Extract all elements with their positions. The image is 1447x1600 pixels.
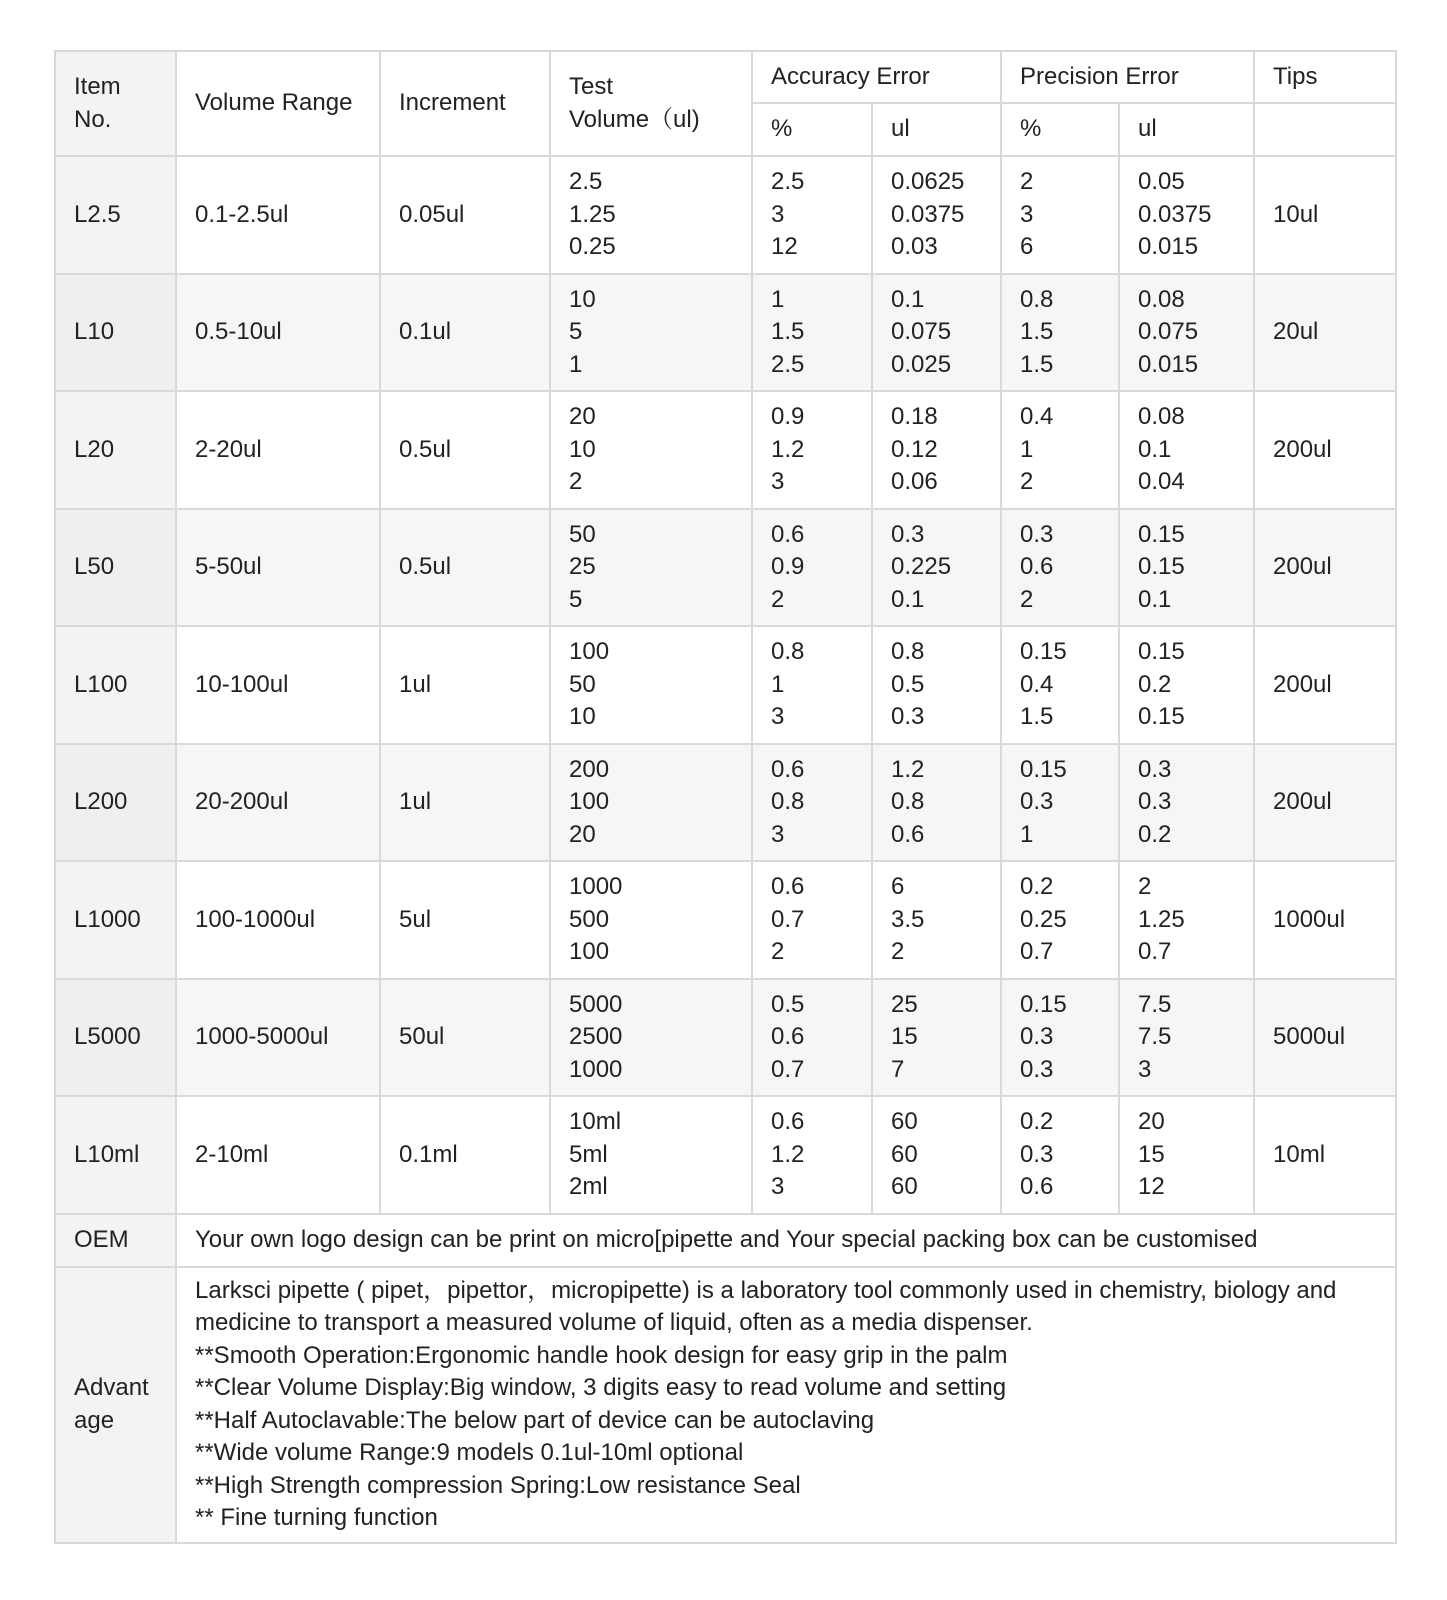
cell-value: 0.3: [1020, 1140, 1054, 1168]
cell-value: 2: [771, 585, 785, 613]
cell-value: 0.15: [1138, 553, 1185, 580]
cell-value: 0.8: [771, 638, 805, 665]
table-row: [55, 979, 1396, 1097]
cell-value: 2: [771, 938, 785, 965]
volume-range-cell: 2-10ml: [176, 1096, 380, 1214]
cell-value: 0.3: [1020, 1055, 1054, 1083]
cell-value: 0.2: [1138, 670, 1172, 698]
increment-cell: 1ul: [380, 744, 550, 862]
item-no-cell: L100: [55, 626, 176, 744]
cell-value: 0.6: [771, 1108, 805, 1135]
table-row: [55, 626, 1396, 744]
cell-value: 0.8: [771, 788, 805, 815]
pipette-spec-table: [54, 50, 1397, 1544]
cell-value: 3: [771, 1173, 785, 1200]
accuracy-ul-cell: [872, 979, 1001, 1097]
accuracy-percent-cell: [752, 156, 872, 274]
cell-value: 0.08: [1138, 285, 1185, 313]
table-row: [55, 509, 1396, 627]
cell-value: 0.6: [771, 755, 805, 783]
header-precision-error: Precision Error: [1001, 51, 1254, 103]
accuracy-percent-cell: [752, 979, 872, 1097]
tips-cell: 200ul: [1254, 391, 1396, 509]
test-volume-cell: [550, 861, 752, 979]
cell-value: 0.6: [1020, 1173, 1054, 1200]
cell-value: 3: [771, 200, 785, 228]
volume-range-cell: 10-100ul: [176, 626, 380, 744]
cell-value: 100: [569, 938, 610, 965]
cell-value: 6: [1020, 233, 1034, 260]
cell-value: 7.5: [1138, 1023, 1172, 1050]
cell-value: 7.5: [1138, 990, 1172, 1018]
cell-value: 5ml: [569, 1140, 608, 1168]
subheader-tips-empty: [1254, 103, 1396, 156]
advantage-text: [176, 1267, 1396, 1543]
advantage-row: [55, 1267, 1396, 1543]
cell-value: 0.6: [1020, 553, 1054, 580]
item-no-cell: L1000: [55, 861, 176, 979]
precision-ul-cell: [1119, 509, 1254, 627]
increment-cell: 0.5ul: [380, 391, 550, 509]
cell-value: 0.15: [1138, 638, 1185, 665]
cell-value: 0.05: [1138, 168, 1185, 195]
cell-value: 0.7: [771, 905, 805, 933]
cell-value: 0.0375: [891, 200, 965, 228]
cell-value: 0.5: [891, 670, 925, 698]
volume-range-cell: 2-20ul: [176, 391, 380, 509]
cell-value: 0.15: [1020, 990, 1067, 1018]
cell-value: 2.5: [771, 168, 805, 195]
precision-percent-cell: [1001, 979, 1119, 1097]
cell-value: 0.1: [1138, 585, 1172, 613]
cell-value: 3.5: [891, 905, 925, 933]
tips-cell: 1000ul: [1254, 861, 1396, 979]
cell-value: 1.5: [771, 318, 805, 345]
tips-cell: 20ul: [1254, 274, 1396, 392]
cell-value: 1: [1020, 435, 1034, 463]
cell-value: 0.18: [891, 403, 938, 430]
spec-table-body: [55, 156, 1396, 1214]
cell-value: 1: [569, 350, 583, 378]
precision-percent-cell: [1001, 156, 1119, 274]
cell-value: 2500: [569, 1023, 623, 1050]
cell-value: 1.2: [771, 435, 805, 463]
increment-cell: 0.5ul: [380, 509, 550, 627]
cell-value: 3: [1138, 1055, 1152, 1083]
header-volume-range: Volume Range: [176, 51, 380, 156]
header-accuracy-error: Accuracy Error: [752, 51, 1001, 103]
subheader-accuracy-ul: ul: [872, 103, 1001, 156]
header-increment: Increment: [380, 51, 550, 156]
cell-value: 7: [891, 1055, 905, 1083]
advantage-point: **High Strength compression Spring:Low resistance Seal: [195, 1471, 801, 1499]
cell-value: 0.6: [771, 1023, 805, 1050]
item-no-cell: L10ml: [55, 1096, 176, 1214]
cell-value: 0.04: [1138, 468, 1185, 495]
test-volume-cell: [550, 391, 752, 509]
cell-value: 1.2: [771, 1140, 805, 1168]
cell-value: 2: [1138, 873, 1152, 900]
cell-value: 2ml: [569, 1173, 608, 1200]
advantage-intro: Larksci pipette ( pipet，pipettor，micropipette) is a laboratory tool commonly used in chemistry, biology and medicine to transport a measured volume of liquid, often as a media dispenser.: [195, 1276, 1337, 1336]
cell-value: 0.3: [1020, 788, 1054, 815]
accuracy-ul-cell: [872, 744, 1001, 862]
advantage-point: **Smooth Operation:Ergonomic handle hook design for easy grip in the palm: [195, 1341, 1008, 1369]
cell-value: 2: [891, 938, 905, 965]
cell-value: 0.15: [1138, 520, 1185, 548]
accuracy-percent-cell: [752, 744, 872, 862]
accuracy-ul-cell: [872, 509, 1001, 627]
table-row: [55, 156, 1396, 274]
cell-value: 12: [771, 233, 798, 260]
cell-value: 2: [569, 468, 583, 495]
cell-value: 12: [1138, 1173, 1165, 1200]
cell-value: 25: [891, 990, 918, 1018]
tips-cell: 5000ul: [1254, 979, 1396, 1097]
cell-value: 0.9: [771, 403, 805, 430]
test-volume-cell: [550, 274, 752, 392]
cell-value: 3: [771, 820, 785, 848]
cell-value: 0.3: [1020, 1023, 1054, 1050]
accuracy-ul-cell: [872, 626, 1001, 744]
cell-value: 0.6: [771, 873, 805, 900]
volume-range-cell: 5-50ul: [176, 509, 380, 627]
cell-value: 0.015: [1138, 350, 1199, 378]
cell-value: 1000: [569, 1055, 623, 1083]
tips-cell: 10ml: [1254, 1096, 1396, 1214]
cell-value: 20: [569, 820, 596, 848]
cell-value: 0.075: [891, 318, 952, 345]
accuracy-percent-cell: [752, 861, 872, 979]
cell-value: 6: [891, 873, 905, 900]
item-no-cell: L5000: [55, 979, 176, 1097]
accuracy-ul-cell: [872, 274, 1001, 392]
cell-value: 1.25: [1138, 905, 1185, 933]
increment-cell: 0.1ml: [380, 1096, 550, 1214]
cell-value: 10: [569, 703, 596, 730]
precision-ul-cell: [1119, 626, 1254, 744]
accuracy-percent-cell: [752, 626, 872, 744]
cell-value: 200: [569, 755, 610, 783]
cell-value: 0.9: [771, 553, 805, 580]
cell-value: 2.5: [771, 350, 805, 378]
precision-ul-cell: [1119, 861, 1254, 979]
precision-percent-cell: [1001, 391, 1119, 509]
cell-value: 1000: [569, 873, 623, 900]
increment-cell: 1ul: [380, 626, 550, 744]
cell-value: 3: [771, 703, 785, 730]
item-no-cell: L200: [55, 744, 176, 862]
increment-cell: 50ul: [380, 979, 550, 1097]
cell-value: 15: [891, 1023, 918, 1050]
cell-value: 2: [1020, 168, 1034, 195]
accuracy-percent-cell: [752, 509, 872, 627]
cell-value: 1.5: [1020, 318, 1054, 345]
test-volume-cell: [550, 156, 752, 274]
precision-percent-cell: [1001, 509, 1119, 627]
cell-value: 2: [1020, 468, 1034, 495]
cell-value: 60: [891, 1140, 918, 1168]
cell-value: 3: [771, 468, 785, 495]
advantage-point: ** Fine turning function: [195, 1504, 438, 1531]
increment-cell: 0.1ul: [380, 274, 550, 392]
accuracy-ul-cell: [872, 861, 1001, 979]
volume-range-cell: 100-1000ul: [176, 861, 380, 979]
increment-cell: 5ul: [380, 861, 550, 979]
cell-value: 0.225: [891, 553, 952, 580]
subheader-accuracy-percent: %: [752, 103, 872, 156]
test-volume-cell: [550, 979, 752, 1097]
precision-percent-cell: [1001, 744, 1119, 862]
cell-value: 0.1: [1138, 435, 1172, 463]
cell-value: 0.2: [1138, 820, 1172, 848]
cell-value: 0.7: [1020, 938, 1054, 965]
table-row: [55, 391, 1396, 509]
cell-value: 500: [569, 905, 610, 933]
cell-value: 0.06: [891, 468, 938, 495]
cell-value: 0.8: [891, 788, 925, 815]
item-no-cell: L2.5: [55, 156, 176, 274]
oem-row: [55, 1214, 1396, 1267]
cell-value: 2: [1020, 585, 1034, 613]
cell-value: 0.075: [1138, 318, 1199, 345]
tips-cell: 10ul: [1254, 156, 1396, 274]
cell-value: 20: [569, 403, 596, 430]
precision-ul-cell: [1119, 156, 1254, 274]
cell-value: 1: [1020, 820, 1034, 848]
increment-cell: 0.05ul: [380, 156, 550, 274]
precision-ul-cell: [1119, 274, 1254, 392]
table-row: [55, 861, 1396, 979]
subheader-precision-percent: %: [1001, 103, 1119, 156]
tips-cell: 200ul: [1254, 626, 1396, 744]
cell-value: 3: [1020, 200, 1034, 228]
item-no-cell: L10: [55, 274, 176, 392]
precision-ul-cell: [1119, 979, 1254, 1097]
cell-value: 1: [771, 285, 785, 313]
cell-value: 1.2: [891, 755, 925, 783]
cell-value: 1: [771, 670, 785, 698]
cell-value: 0.3: [1138, 755, 1172, 783]
cell-value: 15: [1138, 1140, 1165, 1168]
cell-value: 0.08: [1138, 403, 1185, 430]
cell-value: 0.025: [891, 350, 952, 378]
cell-value: 25: [569, 553, 596, 580]
cell-value: 0.8: [891, 638, 925, 665]
cell-value: 0.25: [569, 233, 616, 260]
cell-value: 0.3: [891, 520, 925, 548]
cell-value: 5: [569, 585, 583, 613]
volume-range-cell: 20-200ul: [176, 744, 380, 862]
precision-percent-cell: [1001, 861, 1119, 979]
advantage-point: **Half Autoclavable:The below part of device can be autoclaving: [195, 1406, 875, 1434]
cell-value: 0.03: [891, 233, 938, 260]
accuracy-percent-cell: [752, 274, 872, 392]
precision-ul-cell: [1119, 744, 1254, 862]
advantage-label: Advant age: [55, 1267, 176, 1543]
cell-value: 2.5: [569, 168, 603, 195]
table-row: [55, 1096, 1396, 1214]
cell-value: 0.15: [1020, 638, 1067, 665]
precision-percent-cell: [1001, 1096, 1119, 1214]
test-volume-cell: [550, 509, 752, 627]
cell-value: 0.4: [1020, 670, 1054, 698]
cell-value: 0.7: [771, 1055, 805, 1083]
test-volume-cell: [550, 626, 752, 744]
header-test-volume: Test Volume（ul): [550, 51, 752, 156]
cell-value: 0.2: [1020, 1108, 1054, 1135]
table-row: [55, 744, 1396, 862]
oem-text: Your own logo design can be print on micro[pipette and Your special packing box can be customised: [176, 1214, 1396, 1267]
cell-value: 0.1: [891, 285, 925, 313]
cell-value: 0.15: [1138, 703, 1185, 730]
cell-value: 100: [569, 638, 610, 665]
cell-value: 0.8: [1020, 285, 1054, 313]
cell-value: 100: [569, 788, 610, 815]
precision-ul-cell: [1119, 391, 1254, 509]
precision-percent-cell: [1001, 274, 1119, 392]
cell-value: 0.5: [771, 990, 805, 1018]
cell-value: 0.3: [1138, 788, 1172, 815]
cell-value: 0.12: [891, 435, 938, 463]
cell-value: 0.15: [1020, 755, 1067, 783]
subheader-precision-ul: ul: [1119, 103, 1254, 156]
item-no-cell: L20: [55, 391, 176, 509]
accuracy-ul-cell: [872, 1096, 1001, 1214]
advantage-point: **Wide volume Range:9 models 0.1ul-10ml optional: [195, 1439, 744, 1466]
oem-label: OEM: [55, 1214, 176, 1267]
tips-cell: 200ul: [1254, 509, 1396, 627]
header-tips: Tips: [1254, 51, 1396, 103]
test-volume-cell: [550, 1096, 752, 1214]
cell-value: 0.1: [891, 585, 925, 613]
volume-range-cell: 1000-5000ul: [176, 979, 380, 1097]
accuracy-ul-cell: [872, 391, 1001, 509]
cell-value: 10ml: [569, 1108, 622, 1135]
cell-value: 1.25: [569, 200, 616, 228]
cell-value: 0.6: [771, 520, 805, 548]
cell-value: 50: [569, 670, 596, 698]
test-volume-cell: [550, 744, 752, 862]
cell-value: 5000: [569, 990, 623, 1018]
cell-value: 1.5: [1020, 350, 1054, 378]
cell-value: 0.3: [891, 703, 925, 730]
cell-value: 1.5: [1020, 703, 1054, 730]
advantage-point: **Clear Volume Display:Big window, 3 digits easy to read volume and setting: [195, 1374, 1007, 1401]
volume-range-cell: 0.5-10ul: [176, 274, 380, 392]
cell-value: 0.015: [1138, 233, 1199, 260]
cell-value: 0.2: [1020, 873, 1054, 900]
header-item-no: Item No.: [55, 51, 176, 156]
table-row: [55, 274, 1396, 392]
cell-value: 0.0375: [1138, 200, 1212, 228]
tips-cell: 200ul: [1254, 744, 1396, 862]
cell-value: 0.0625: [891, 168, 965, 195]
accuracy-percent-cell: [752, 1096, 872, 1214]
cell-value: 5: [569, 318, 583, 345]
cell-value: 10: [569, 435, 596, 463]
cell-value: 20: [1138, 1108, 1165, 1135]
precision-ul-cell: [1119, 1096, 1254, 1214]
cell-value: 0.6: [891, 820, 925, 848]
precision-percent-cell: [1001, 626, 1119, 744]
cell-value: 0.25: [1020, 905, 1067, 933]
cell-value: 60: [891, 1173, 918, 1200]
cell-value: 0.4: [1020, 403, 1054, 430]
cell-value: 50: [569, 520, 596, 548]
accuracy-ul-cell: [872, 156, 1001, 274]
item-no-cell: L50: [55, 509, 176, 627]
cell-value: 0.7: [1138, 938, 1172, 965]
volume-range-cell: 0.1-2.5ul: [176, 156, 380, 274]
cell-value: 60: [891, 1108, 918, 1135]
cell-value: 10: [569, 285, 596, 313]
cell-value: 0.3: [1020, 520, 1054, 548]
accuracy-percent-cell: [752, 391, 872, 509]
